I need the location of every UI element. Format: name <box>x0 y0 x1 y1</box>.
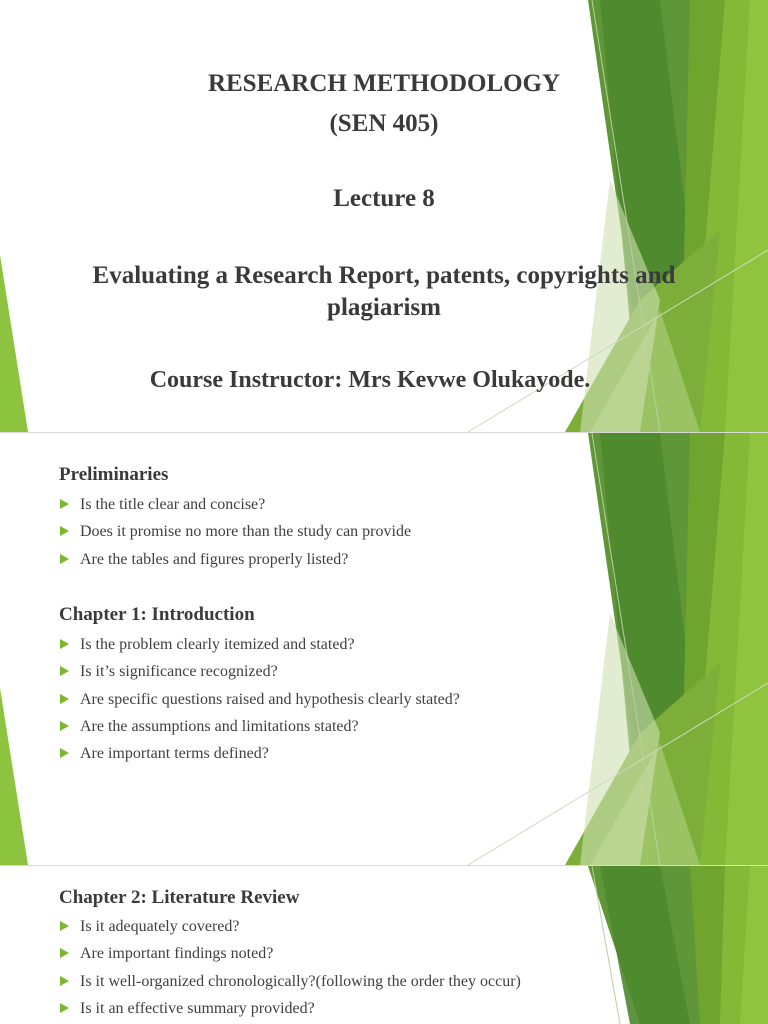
bullet-arrow-icon <box>60 921 69 931</box>
chapter2-heading: Chapter 2: Literature Review <box>59 887 300 908</box>
chapter1-list <box>59 631 460 767</box>
content-slide-2 <box>0 866 768 1024</box>
bullet-arrow-icon <box>60 499 69 509</box>
chapter2-list <box>59 913 521 1022</box>
bullet-arrow-icon <box>60 526 69 536</box>
list-item: Are the tables and figures properly listed? <box>59 546 411 573</box>
list-item: Is it well-organized chronologically?(following the order they occur) <box>59 968 521 995</box>
course-instructor: Course Instructor: Mrs Kevwe Olukayode. <box>149 367 591 393</box>
preliminaries-list <box>59 491 411 573</box>
list-item: Is the title clear and concise? <box>59 491 411 518</box>
bullet-arrow-icon <box>60 948 69 958</box>
list-item: Are specific questions raised and hypothesis clearly stated? <box>59 686 460 713</box>
list-item: Is it an effective summary provided? <box>59 995 521 1022</box>
bullet-arrow-icon <box>60 694 69 704</box>
lecture-number: Lecture 8 <box>333 185 435 212</box>
preliminaries-heading: Preliminaries <box>59 464 169 485</box>
chapter1-heading: Chapter 1: Introduction <box>59 604 255 625</box>
list-item: Is the problem clearly itemized and stated? <box>59 631 460 658</box>
list-item: Are important terms defined? <box>59 740 460 767</box>
course-title: RESEARCH METHODOLOGY <box>207 70 561 97</box>
bullet-arrow-icon <box>60 639 69 649</box>
list-item: Is it’s significance recognized? <box>59 658 460 685</box>
bullet-arrow-icon <box>60 554 69 564</box>
course-code: (SEN 405) <box>329 110 439 137</box>
content-slide-1 <box>0 433 768 865</box>
bullet-arrow-icon <box>60 666 69 676</box>
bullet-arrow-icon <box>60 748 69 758</box>
list-item: Is it adequately covered? <box>59 913 521 940</box>
list-item: Are the assumptions and limitations stated? <box>59 713 460 740</box>
bullet-arrow-icon <box>60 1003 69 1013</box>
lecture-topic: Evaluating a Research Report, patents, copyrights and plagiarism <box>92 262 676 321</box>
list-item: Does it promise no more than the study can provide <box>59 518 411 545</box>
bullet-arrow-icon <box>60 976 69 986</box>
title-slide <box>0 0 768 432</box>
list-item: Are important findings noted? <box>59 940 521 967</box>
bullet-arrow-icon <box>60 721 69 731</box>
